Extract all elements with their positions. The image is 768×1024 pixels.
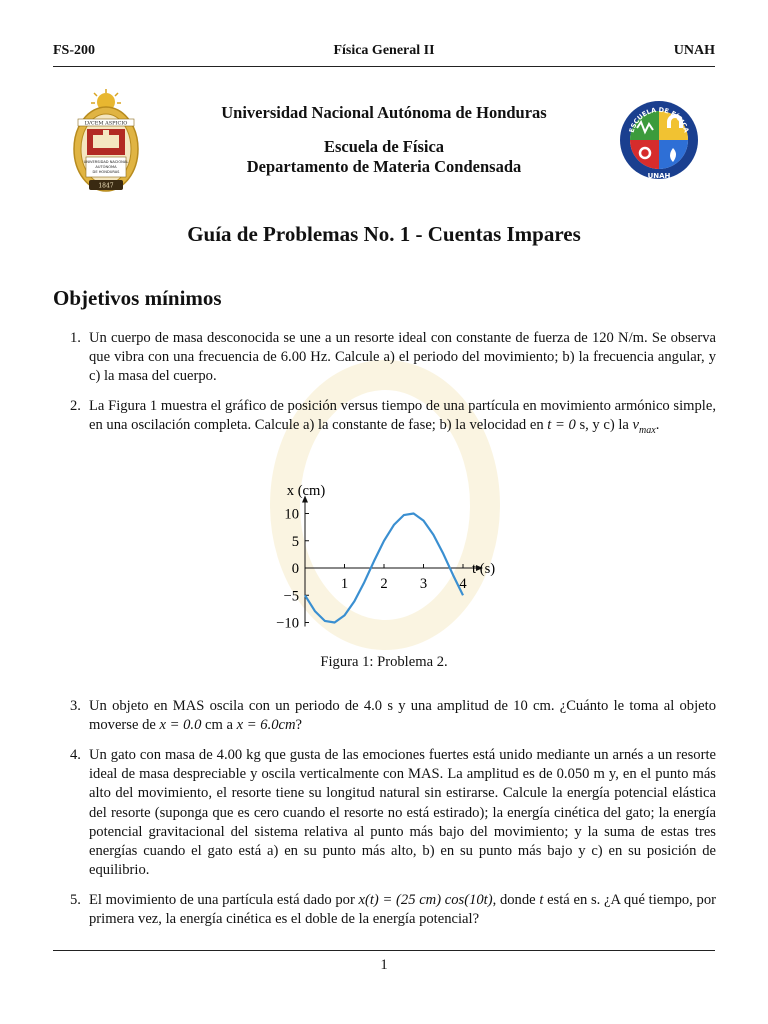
text-run: La Figura 1 muestra el gráfico de posición versus tiempo de una partícula en movimiento armónico simple, en una oscilación completa. Calcule a) la constante de fase; b) la velocidad en [89,398,716,434]
y-tick-label: 10 [284,506,299,523]
text-run: cm a [201,717,237,734]
text-run: El movimiento de una partícula está dado por [89,892,359,908]
course-name: Física General II [333,43,435,58]
problem-text [89,397,716,440]
x-tick-label: 4 [459,576,467,592]
seal-text-3: DE HONDURAS [92,170,120,174]
problem-number: 5. [70,892,81,908]
math-run: x = 6.0cm [236,717,296,734]
y-tick-label: −10 [276,615,299,632]
escuela-fisica-logo [619,98,699,182]
problem-3 [70,697,716,735]
position-time-chart [250,478,520,648]
math-run: t [539,892,544,908]
logo-bottom-text: UNAH [647,172,671,180]
problem-text [89,891,716,929]
department-name: Departamento de Materia Condensada [246,157,522,176]
problem-number: 4. [70,747,81,763]
text-run: s, y c) la [575,417,633,434]
university-abbrev: UNAH [673,43,715,58]
figure-caption: Figura 1: Problema 2. [320,654,448,670]
logo-top-text: ESCUELA DE FÍSICA [627,105,691,134]
problem-4 [70,746,716,880]
problem-number: 2. [70,398,81,414]
seal-band-text: LVCEM ASPICIO [84,120,128,127]
document-title: Guía de Problemas No. 1 - Cuentas Impares [187,222,581,246]
problem-number: 3. [70,698,81,714]
problem-number: 1. [70,330,81,346]
problem-2 [70,397,716,440]
institution-name: Universidad Nacional Autónoma de Honduras [221,103,547,122]
course-code: FS-200 [53,43,95,58]
problem-5 [70,891,716,929]
math-run: t = 0 [547,417,576,434]
seal-text-1: UNIVERSIDAD NACIONAL [83,160,129,164]
problem-1 [70,329,716,387]
text-run: Un objeto en MAS oscila con un periodo de 4.0 s y una amplitud de 10 cm. ¿Cuánto le toma al objeto moverse de [89,698,716,734]
page-number: 1 [380,957,388,973]
unah-seal-logo [72,89,140,194]
text-run: . [655,417,660,434]
x-tick-label: 1 [340,576,349,592]
school-name: Escuela de Física [323,137,445,156]
running-header [53,43,715,63]
x-axis-label: t (s) [472,561,496,577]
seal-year: 1847 [98,182,114,190]
math-run: x = 0.0 [159,717,202,734]
math-subscript: max [639,425,656,437]
text-run: , donde [492,892,540,908]
y-tick-label: 5 [291,533,299,550]
problem-text: Un cuerpo de masa desconocida se une a un resorte ideal con constante de fuerza de 120 N/m. Se observa que vibra con una frecuencia de 6.00 Hz. Calcule a) el periodo del movimiento; b) la frecuencia angular, y c) la masa del cuerpo. [89,330,716,385]
problem-text: Un gato con masa de 4.00 kg que gusta de las emociones fuertes está unido mediante un arnés a un resorte ideal de masa despreciable y oscila verticalmente con MAS. La amplitud es de 0.050 m y, en el punto más alto del movimiento, el resorte tiene su longitud natural sin estirarse. Calcule la energía potencial elástica del resorte (suponga que es cero cuando el resorte no está estirado); la energía cinética del gato; la energía potencial gravitacional del sistema relativa al punto más bajo del movimiento; y la suma de estas tres energías cuando el gato está a) en su punto más alto, b) en su punto más bajo y c) en su posición de equilibrio. [89,747,716,879]
x-tick-label: 2 [380,576,388,592]
y-tick-label: −5 [283,588,299,605]
y-tick-label: 0 [291,561,299,577]
header-rule [53,66,715,67]
text-run: está en s. ¿A qué tiempo, por primera vez, la energía cinética es el doble de la energía potencial? [89,892,716,928]
y-axis-label: x (cm) [286,483,326,499]
text-run: ? [295,717,303,734]
math-run: v [632,417,640,434]
section-heading: Objetivos mínimos [53,286,222,310]
math-run: x(t) = (25 cm) cos(10t) [358,892,493,908]
seal-text-2: AUTÓNOMA [95,165,117,169]
problem-text [89,697,716,735]
footer-rule [53,950,715,951]
x-tick-label: 3 [419,576,428,592]
